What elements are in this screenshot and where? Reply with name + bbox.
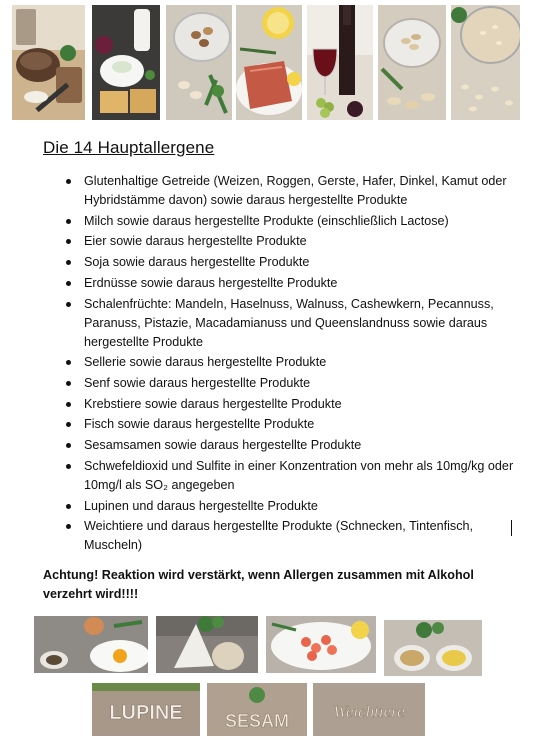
list-item: Krebstiere sowie daraus hergestellte Produkte — [64, 395, 522, 414]
photo-almonds — [378, 5, 446, 120]
list-item: Glutenhaltige Getreide (Weizen, Roggen, Gerste, Hafer, Dinkel, Kamut oder Hybridstämme davon) sowie daraus hergestellte Produkte — [64, 172, 522, 210]
photo-nuts-bowl — [166, 5, 232, 120]
sesam-lettering: SESAM — [224, 711, 290, 731]
page-title: Die 14 Hauptallergene — [43, 138, 215, 157]
list-item: Soja sowie daraus hergestellte Produkte — [64, 253, 522, 272]
weichtiere-lettering: Weichtiere — [333, 702, 405, 721]
photo-shrimp — [266, 616, 376, 673]
list-item: Schalenfrüchte: Mandeln, Haselnuss, Walnuss, Cashewkern, Pecannuss, Paranuss, Pistazie, Macadamianuss und Queenslandnuss sowie daraus hergestellte Produkte — [64, 295, 522, 352]
photo-bread-grain — [12, 5, 85, 120]
text-cursor — [511, 520, 512, 536]
photo-egg-mustard — [34, 616, 148, 673]
list-item: Weichtiere und daraus hergestellte Produkte (Schnecken, Tintenfisch, Muscheln) — [64, 517, 522, 555]
list-item: Sesamsamen sowie daraus hergestellte Produkte — [64, 436, 522, 455]
list-item: Lupinen und daraus hergestellte Produkte — [64, 497, 522, 516]
list-item: Senf sowie daraus hergestellte Produkte — [64, 374, 522, 393]
list-item: Schwefeldioxid und Sulfite in einer Konzentration von mehr als 10mg/kg oder 10mg/l als SO₂ angegeben — [64, 457, 522, 495]
lupine-lettering: LUPINE — [109, 702, 183, 724]
photo-sesam-lettering — [207, 683, 307, 736]
list-item: Sellerie sowie daraus hergestellte Produkte — [64, 353, 522, 372]
warning-text: Achtung! Reaktion wird verstärkt, wenn Allergen zusammen mit Alkohol verzehrt wird!!!! — [43, 568, 474, 601]
photo-salmon-lemon — [236, 5, 302, 120]
list-item: Eier sowie daraus hergestellte Produkte — [64, 232, 522, 251]
photo-weichtiere-lettering — [313, 683, 425, 736]
photo-celery — [156, 616, 258, 673]
photo-oat-flakes — [451, 5, 520, 120]
photo-cheese-crackers — [92, 5, 160, 120]
list-item: Milch sowie daraus hergestellte Produkte (einschließlich Lactose) — [64, 212, 522, 231]
photo-lupine-lettering — [92, 683, 200, 736]
photo-wine-grapes — [307, 5, 373, 120]
photo-sesame-mustard — [384, 620, 482, 676]
list-item: Fisch sowie daraus hergestellte Produkte — [64, 415, 522, 434]
list-item: Erdnüsse sowie daraus hergestellte Produkte — [64, 274, 522, 293]
allergen-list — [64, 172, 522, 557]
